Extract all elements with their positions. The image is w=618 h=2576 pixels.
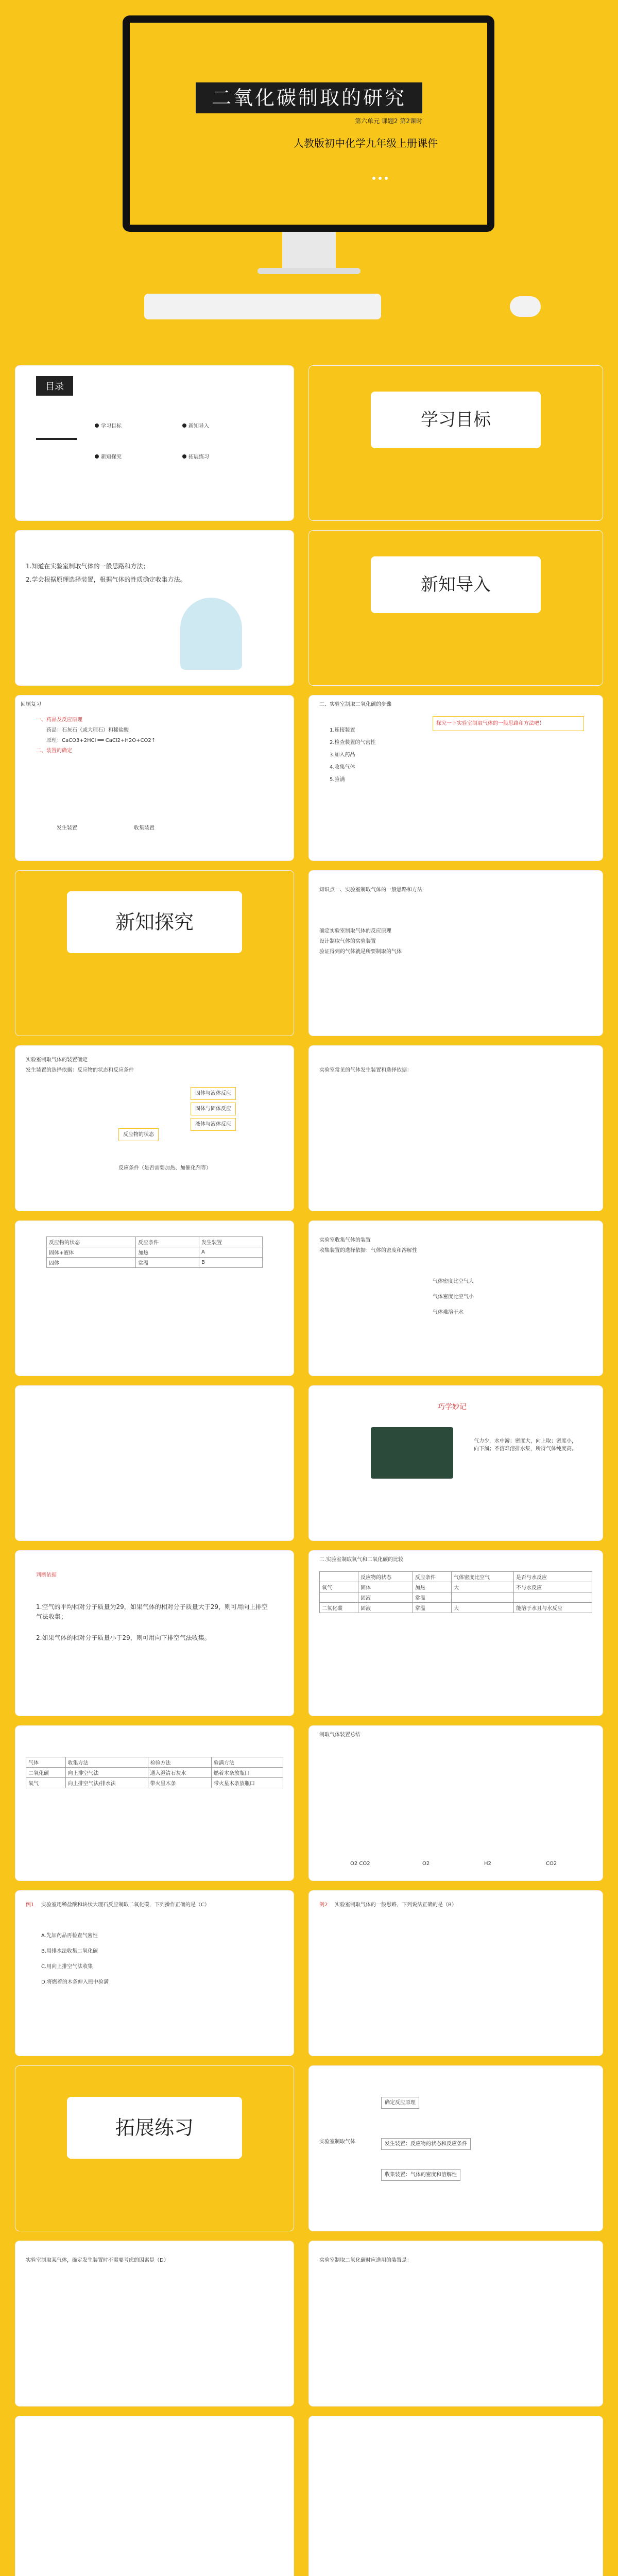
goal-1: 1.知道在实验室制取气体的一般思路和方法；: [26, 563, 149, 570]
slide-practice1: [15, 2241, 294, 2406]
step-2: 2.检查装置的气密性: [330, 740, 376, 745]
common-devices-heading: 实验室常见的气体发生装置和选择依据：: [319, 1067, 412, 1073]
slide-section-practice: [15, 2066, 294, 2231]
step-3: 3.加入药品: [330, 752, 355, 758]
hero-unit: 第六单元 课题2 第2课时: [355, 117, 422, 125]
gas-label-2: O2: [422, 1861, 430, 1867]
collect-down: 气体密度比空气小: [433, 1294, 474, 1300]
example1-option-a: A.先加药品再检查气密性: [41, 1933, 98, 1939]
slide-practice3: [15, 2416, 294, 2576]
knowledge-line3: 验证得到的气体就是所要制取的气体: [319, 949, 402, 955]
slide-table1: [15, 1221, 294, 1376]
device-a-label: 发生装置: [57, 825, 77, 831]
hero-title: 二氧化碳制取的研究: [196, 82, 422, 113]
slide-goals: [15, 531, 294, 685]
slide-toc: [15, 366, 294, 520]
slide-common-devices: [309, 1046, 603, 1211]
slide-review: [15, 696, 294, 860]
collect-heading: 实验室收集气体的装置: [319, 1238, 371, 1243]
keyboard: [144, 294, 381, 319]
slide-section-explore: [15, 871, 294, 1036]
hero-dots: [371, 172, 389, 182]
example2-label: 例2: [319, 1902, 328, 1908]
monitor-stand: [282, 232, 336, 268]
review-heading: 回顾复习: [21, 702, 41, 707]
toc-item-1[interactable]: 学习目标: [93, 422, 122, 430]
mindmap-center: 实验室制取气体: [319, 2139, 355, 2145]
slide-section-intro: [309, 531, 603, 685]
device-choice-heading: 实验室制取气体的装置确定: [26, 1057, 88, 1063]
slide-mindmap: [309, 2066, 603, 2231]
monitor-base: [258, 268, 360, 274]
slide-density: [15, 1551, 294, 1716]
slide-collect: [309, 1221, 603, 1376]
example1-text: 实验室用稀盐酸和块状大理石反应制取二氧化碳，下列操作正确的是（C）: [41, 1902, 210, 1908]
slide-knowledge: [309, 871, 603, 1036]
step-4: 4.收集气体: [330, 765, 355, 770]
toc-line: [36, 438, 77, 440]
gas-devices-heading: 制取气体装置总结: [319, 1732, 360, 1738]
steps-heading: 二、实验室制取二氧化碳的步骤: [319, 702, 391, 707]
device-center: 反应物的状态: [118, 1128, 159, 1141]
slide-example1: [15, 1891, 294, 2056]
mouse: [510, 296, 541, 317]
device-item-2: 固体与固体反应: [191, 1103, 236, 1115]
review-step1: 一、药品及反应原理: [36, 717, 82, 723]
toc-item-3[interactable]: 新知探究: [93, 453, 122, 461]
compare-table: 反应物的状态 反应条件 气体密度比空气 是否与水反应 氧气 固体 加热 大 不与水反应 固液 常温 二氧化碳 固液 常温 大 能溶于水且与水反应: [319, 1571, 592, 1613]
example2-text: 实验室制取气体的一般思路，下列说法正确的是（B）: [335, 1902, 457, 1908]
steps-question: 探究一下实验室制取气体的一般思路和方法吧！: [433, 716, 584, 731]
example1-option-c: C.用向上排空气法收集: [41, 1964, 93, 1970]
device-choice-principle: 发生装置的选择依据：反应物的状态和反应条件: [26, 1067, 134, 1073]
mindmap-item-1: 确定反应原理: [381, 2097, 419, 2109]
step-5: 5.验满: [330, 777, 345, 783]
compare-heading: 二.实验室制取氧气和二氧化碳的比较: [319, 1557, 404, 1563]
section-title-practice: 拓展练习: [67, 2097, 242, 2159]
practice2-text: 实验室制取二氧化碳时应选用的装置是：: [319, 2258, 412, 2263]
toc-item-4[interactable]: 拓展练习: [180, 453, 209, 461]
review-drugs: 药品：石灰石（或大理石）和稀盐酸: [46, 727, 129, 733]
slide-gas-devices: [309, 1726, 603, 1880]
knowledge-heading: 知识点一、实验室制取气体的一般思路和方法: [319, 887, 422, 893]
lab-illustration: [180, 598, 242, 670]
review-step2: 二、装置的确定: [36, 748, 72, 754]
density-line-2: 2.如果气体的相对分子质量小于29，则可用向下排空气法收集。: [36, 1634, 211, 1641]
mindmap-item-2: 发生装置：反应物的状态和反应条件: [381, 2138, 471, 2150]
gas-label-4: CO2: [546, 1861, 557, 1867]
knowledge-line2: 设计制取气体的实验装置: [319, 939, 376, 944]
slide-example2: [309, 1891, 603, 2056]
collect-title: 收集装置的选择依据：气体的密度和溶解性: [319, 1248, 417, 1253]
goal-2: 2.学会根据原理选择装置，根据气体的性质确定收集方法。: [26, 576, 186, 583]
slide-steps: [309, 696, 603, 860]
blackboard: [371, 1427, 453, 1479]
tip-title: 巧学妙记: [438, 1403, 467, 1411]
tip-poem: 气力少，水中游；密度大，向上取；密度小，向下溜；不溶难溶排水集，所得气体纯度高。: [474, 1438, 577, 1452]
example1-option-b: B.用排水法收集二氧化碳: [41, 1948, 98, 1954]
slide-device-choice: [15, 1046, 294, 1211]
toc-heading: 目录: [36, 376, 73, 396]
density-line-1: 1.空气的平均相对分子质量为29，如果气体的相对分子质量大于29，则可用向上排空气法收集；: [36, 1603, 268, 1621]
table1: 反应物的状态 反应条件 发生装置 固体+液体 加热 A 固体 常温 B: [46, 1236, 263, 1268]
slide-compare: [309, 1551, 603, 1716]
device-item-1: 固体与液体反应: [191, 1087, 236, 1100]
gas-label-3: H2: [484, 1861, 491, 1867]
slide-summary-table: [15, 1726, 294, 1880]
knowledge-line1: 确定实验室制取气体的反应原理: [319, 928, 391, 934]
review-equation: 原理：CaCO3+2HCl ══ CaCl2+H2O+CO2↑: [46, 738, 156, 743]
slide-tip: [309, 1386, 603, 1540]
example1-label: 例1: [26, 1902, 35, 1908]
collect-water: 气体难溶于水: [433, 1310, 464, 1315]
gas-label-1: O2 CO2: [350, 1861, 370, 1867]
density-heading: 判断依据: [36, 1572, 57, 1578]
summary-table: 气体 收集方法 检验方法 验满方法 二氧化碳 向上排空气法 通入澄清石灰水 燃着木条放瓶口 氧气 向上排空气法/排水法 带火星木条 带火星木条放瓶口: [26, 1757, 283, 1788]
step-1: 1.连接装置: [330, 727, 355, 733]
mindmap-item-3: 收集装置：气体的密度和溶解性: [381, 2169, 460, 2181]
slide-practice2: [309, 2241, 603, 2406]
device-b-label: 收集装置: [134, 825, 154, 831]
device-extra: 反应条件（是否需要加热、加催化剂等）: [118, 1165, 211, 1171]
collect-up: 气体密度比空气大: [433, 1279, 474, 1284]
device-item-3: 液体与液体反应: [191, 1118, 236, 1131]
toc-item-2[interactable]: 新知导入: [180, 422, 209, 430]
practice1-text: 实验室制取某气体，确定发生装置时不需要考虑的因素是（D）: [26, 2258, 169, 2263]
slide-lab-images: [15, 1386, 294, 1540]
hero-course: 人教版初中化学九年级上册课件: [294, 137, 438, 149]
section-title-intro: 新知导入: [371, 556, 541, 613]
section-title-goals: 学习目标: [371, 392, 541, 448]
example1-option-d: D.将燃着的木条伸入瓶中验满: [41, 1979, 109, 1985]
section-title-explore: 新知探究: [67, 891, 242, 953]
slide-practice4: [309, 2416, 603, 2576]
slide-section-goals: [309, 366, 603, 520]
